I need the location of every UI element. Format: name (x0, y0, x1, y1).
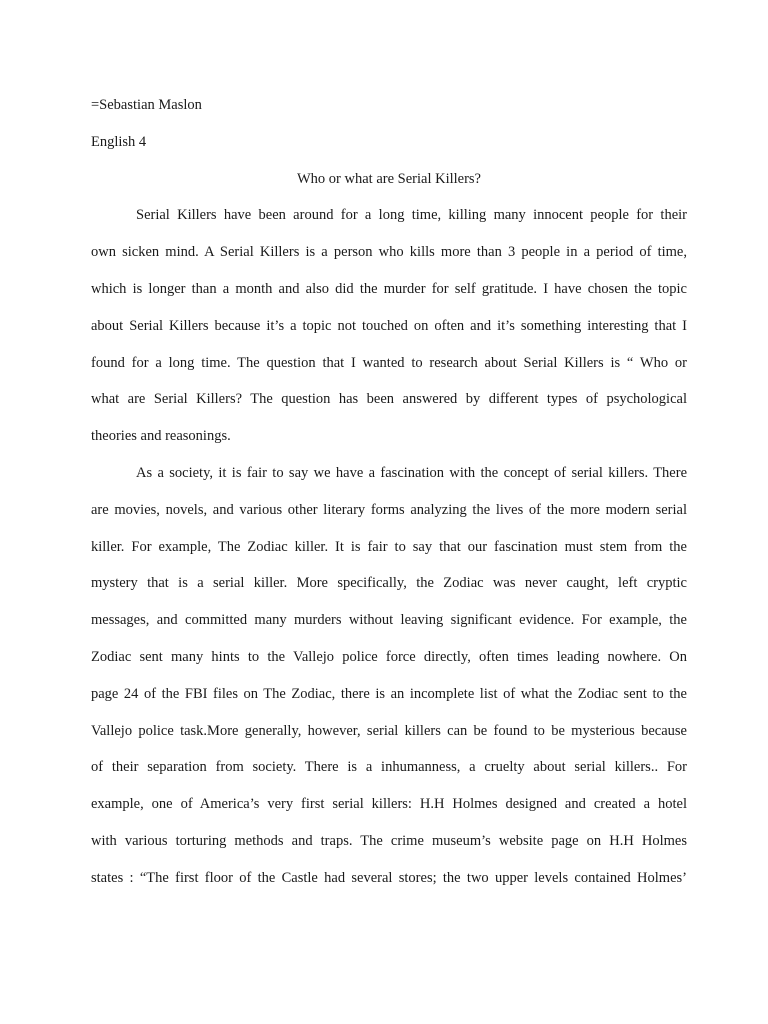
document-body (91, 92, 687, 902)
author-name: =Sebastian Maslon (91, 97, 202, 113)
paragraph-line: messages, and committed many murders without leaving significant evidence. For example, the (91, 612, 687, 629)
course-name: English 4 (91, 133, 147, 150)
paragraph-line: killer. For example, The Zodiac killer. It is fair to say that our fascination must stem from the (91, 538, 687, 555)
paragraph-line: with various torturing methods and traps. The crime museum’s website page on H.H Holmes (91, 832, 687, 849)
paragraph-line: mystery that is a serial killer. More specifically, the Zodiac was never caught, left cryptic (91, 575, 687, 592)
paragraph-line: example, one of America’s very first serial killers: H.H Holmes designed and created a hotel (91, 796, 687, 813)
paragraph-2 (91, 460, 687, 902)
paragraph-line: what are Serial Killers? The question has been answered by different types of psychological (91, 391, 687, 408)
paragraph-line: own sicken mind. A Serial Killers is a person who kills more than 3 people in a period of time, (91, 244, 687, 261)
paragraph-line: theories and reasonings. (91, 428, 231, 445)
paragraph-line: found for a long time. The question that I wanted to research about Serial Killers is “ Who or (91, 354, 687, 371)
paragraph-line: about Serial Killers because it’s a topic not touched on often and it’s something interesting that I (91, 317, 687, 334)
essay-title: Who or what are Serial Killers? (297, 170, 481, 187)
paragraph-line: are movies, novels, and various other literary forms analyzing the lives of the more modern serial (91, 501, 687, 518)
paragraph-line: As a society, it is fair to say we have a fascination with the concept of serial killers. There (136, 464, 687, 481)
paragraph-line: of their separation from society. There is a inhumanness, a cruelty about serial killers.. For (91, 759, 687, 776)
paragraph-line: which is longer than a month and also did the murder for self gratitude. I have chosen the topic (91, 280, 687, 297)
paragraph-line: states : “The first floor of the Castle had several stores; the two upper levels contained Holmes’ (91, 869, 687, 886)
paragraph-line: Vallejo police task.More generally, however, serial killers can be found to be mysterious because (91, 722, 687, 739)
paragraph-line: Zodiac sent many hints to the Vallejo police force directly, often times leading nowhere. On (91, 648, 687, 665)
paragraph-line: Serial Killers have been around for a long time, killing many innocent people for their (136, 207, 687, 224)
paragraph-1 (91, 202, 687, 460)
paragraph-line: page 24 of the FBI files on The Zodiac, there is an incomplete list of what the Zodiac sent to the (91, 685, 687, 702)
